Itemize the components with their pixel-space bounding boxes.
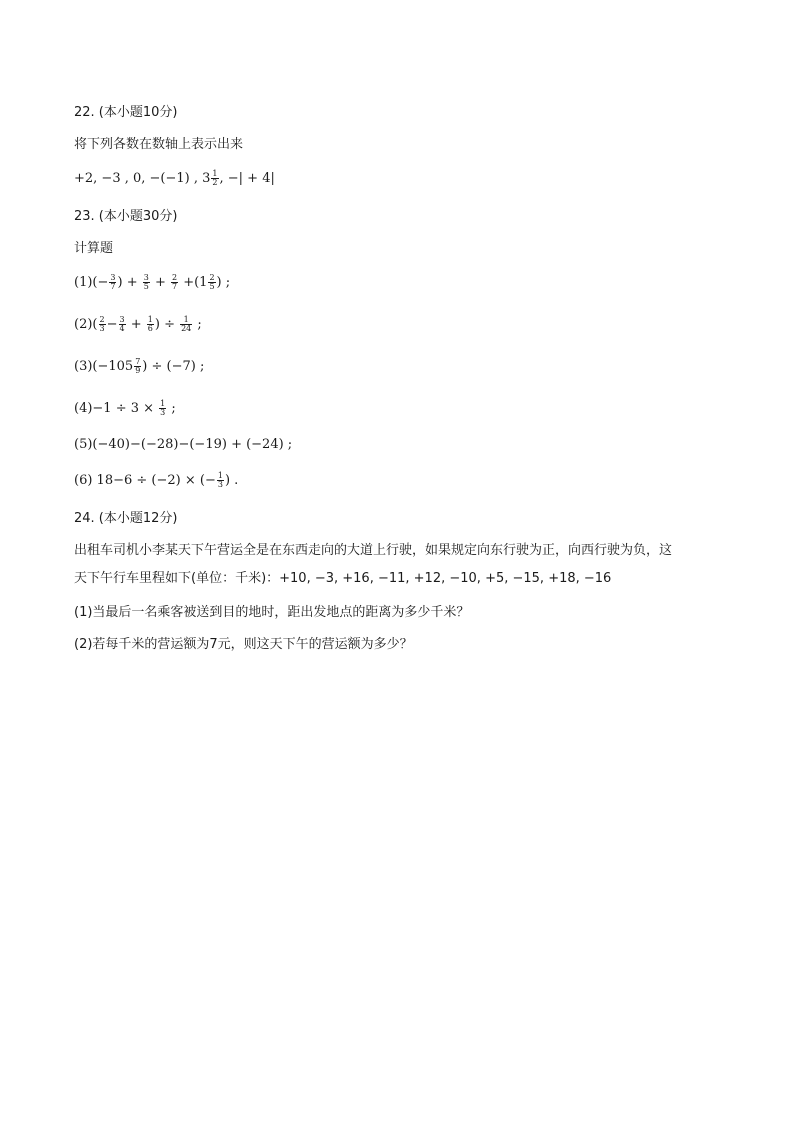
q24-header: 24. (本小题12分)	[74, 511, 178, 526]
q23-problem-4: (4)−1 ÷ 3 × $\frac{1}{3}$ ;	[74, 399, 176, 417]
fraction: $\frac{3}{4}$	[119, 315, 125, 333]
fraction: $\frac{1}{3}$	[217, 471, 223, 489]
q23-header: 23. (本小题30分)	[74, 209, 178, 224]
fraction: $\frac{7}{9}$	[135, 357, 141, 375]
fraction: $\frac{3}{7}$	[110, 273, 116, 291]
q22-header: 22. (本小题10分)	[74, 105, 178, 120]
q23-problem-3: (3)(−105 $\frac{7}{9}$ ) ÷ (−7) ;	[74, 357, 205, 375]
q24-paragraph-line-2: 天下午行车里程如下(单位：千米)：+10, −3, +16, −11, +12, −10, +5, −15, +18, −16	[74, 571, 612, 586]
q23-instruction: 计算题	[74, 241, 114, 256]
fraction: $\frac{2}{7}$	[171, 273, 178, 291]
fraction: $\frac{2}{3}$	[99, 315, 105, 333]
q22-numbers-part1: +2, −3 , 0, −(−1) , 3	[74, 171, 211, 186]
q22-instruction: 将下列各数在数轴上表示出来	[74, 137, 244, 152]
q24-subquestion-2: (2)若每千米的营运额为7元，则这天下午的营运额为多少？	[74, 637, 413, 652]
fraction: $\frac{2}{5}$	[209, 273, 215, 291]
q23-problem-1: (1)(− $\frac{3}{7}$ ) + $\frac{3}{5}$ + $\frac{2}{7}$ +(1 $\frac{2}{5}$ ) ;	[74, 273, 231, 291]
q23-problem-2: (2)( $\frac{2}{3}$ − $\frac{3}{4}$ + $\frac{1}{6}$ ) ÷ $\frac{1}{24}$ ;	[74, 315, 202, 333]
q24-paragraph-line-1: 出租车司机小李某天下午营运全是在东西走向的大道上行驶，如果规定向东行驶为正，向西行驶为负，这	[74, 543, 673, 558]
fraction: $\frac{1}{3}$	[160, 399, 166, 417]
fraction: $\frac{1}{6}$	[147, 315, 153, 333]
fraction: $\frac{1}{2}$	[212, 169, 218, 187]
fraction: $\frac{3}{5}$	[143, 273, 149, 291]
q24-subquestion-1: (1)当最后一名乘客被送到目的地时，距出发地点的距离为多少千米？	[74, 605, 470, 620]
q22-numbers-part2: , −| + 4|	[219, 171, 275, 186]
q23-problem-5: (5)(−40)−(−28)−(−19) + (−24) ;	[74, 437, 293, 452]
q22-numbers	[74, 170, 275, 188]
fraction: $\frac{1}{24}$	[181, 315, 192, 333]
q23-problem-6: (6) 18−6 ÷ (−2) × (− $\frac{1}{3}$ ) .	[74, 471, 239, 489]
